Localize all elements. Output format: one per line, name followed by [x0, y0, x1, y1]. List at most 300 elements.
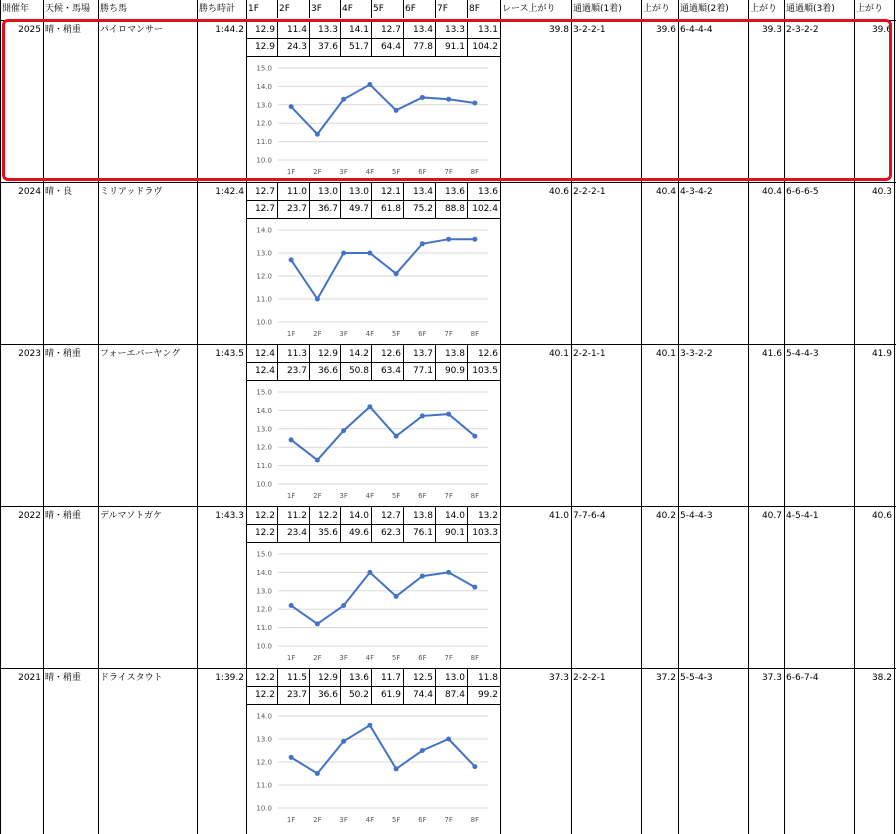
column-divider	[309, 20, 310, 56]
chart-data-point	[394, 434, 399, 439]
race-time[interactable]: 1:43.5	[215, 349, 244, 359]
lap-time-cell[interactable]: 12.9	[317, 673, 338, 683]
header-furlong-5F[interactable]: 5F	[371, 0, 403, 18]
cumulative-time-cell[interactable]: 87.4	[444, 690, 465, 700]
race-last-3f[interactable]: 40.1	[548, 349, 569, 359]
lap-time-cell[interactable]: 11.7	[380, 673, 401, 683]
lap-time-cell[interactable]: 12.2	[254, 511, 275, 521]
last-3f-1st[interactable]: 40.2	[655, 511, 676, 521]
header-last2[interactable]: 上がり	[748, 0, 784, 18]
chart-x-tick-label: 5F	[391, 816, 401, 824]
chart-data-point	[472, 237, 477, 242]
lap-time-cell[interactable]: 12.9	[317, 349, 338, 359]
race-weather[interactable]: 晴・良	[45, 187, 73, 197]
chart-y-tick-label: 14.0	[256, 226, 272, 235]
column-divider	[371, 20, 372, 56]
race-last-3f[interactable]: 40.6	[548, 187, 569, 197]
last-3f-1st[interactable]: 39.6	[655, 25, 676, 35]
header-last3[interactable]: 上がり	[854, 0, 894, 18]
chart-data-point	[394, 108, 399, 113]
passing-order-3rd[interactable]: 6-6-7-4	[786, 673, 819, 683]
chart-y-tick-label: 13.0	[256, 249, 272, 258]
last-3f-2nd[interactable]: 39.3	[761, 25, 782, 35]
chart-y-tick-label: 13.0	[256, 587, 272, 596]
chart-data-point	[289, 755, 294, 760]
race-time[interactable]: 1:39.2	[215, 673, 244, 683]
cumulative-time-cell[interactable]: 104.2	[472, 42, 498, 52]
column-divider	[340, 668, 341, 704]
race-weather[interactable]: 晴・稍重	[45, 25, 82, 35]
lap-time-cell[interactable]: 14.2	[348, 349, 369, 359]
race-year[interactable]: 2023	[18, 349, 41, 359]
cumulative-time-cell[interactable]: 61.8	[380, 204, 401, 214]
chart-data-point	[367, 570, 372, 575]
chart-data-point	[446, 412, 451, 417]
cumulative-time-cell[interactable]: 103.5	[472, 366, 498, 376]
header-furlong-8F[interactable]: 8F	[467, 0, 500, 18]
cumulative-time-cell[interactable]: 99.2	[477, 690, 498, 700]
chart-data-point	[341, 428, 346, 433]
last-3f-1st[interactable]: 40.1	[655, 349, 676, 359]
last-3f-2nd[interactable]: 40.4	[761, 187, 782, 197]
chart-series-line	[291, 725, 475, 773]
column-divider	[371, 344, 372, 380]
header-furlong-3F[interactable]: 3F	[309, 0, 340, 18]
passing-order-3rd[interactable]: 2-3-2-2	[786, 25, 819, 35]
passing-order-1st[interactable]: 7-7-6-4	[573, 511, 606, 521]
race-winner[interactable]: デルマソトガケ	[100, 511, 163, 521]
chart-y-tick-label: 13.0	[256, 735, 272, 744]
lap-time-cell[interactable]: 12.6	[477, 349, 498, 359]
column-divider	[467, 20, 468, 56]
cumulative-time-cell[interactable]: 103.3	[472, 528, 498, 538]
last-3f-1st[interactable]: 37.2	[655, 673, 676, 683]
lap-time-cell[interactable]: 13.4	[412, 25, 433, 35]
race-block-top-border	[0, 182, 896, 183]
cumulative-time-cell[interactable]: 75.2	[412, 204, 433, 214]
column-divider	[371, 506, 372, 542]
column-divider	[277, 182, 278, 218]
race-winner[interactable]: ドライスタウト	[100, 673, 163, 683]
column-divider	[371, 668, 372, 704]
header-order3[interactable]: 通過順(3着)	[784, 0, 854, 18]
chart-x-tick-label: 5F	[391, 654, 401, 662]
chart-series-line	[291, 572, 475, 624]
cumulative-time-cell[interactable]: 62.3	[380, 528, 401, 538]
column-divider	[403, 0, 404, 18]
chart-data-point	[472, 764, 477, 769]
column-divider	[371, 0, 372, 18]
column-divider	[854, 0, 855, 834]
column-divider	[340, 182, 341, 218]
row-divider	[246, 38, 500, 39]
cumulative-time-cell[interactable]: 77.1	[412, 366, 433, 376]
cumulative-time-cell[interactable]: 77.8	[412, 42, 433, 52]
chart-data-point	[446, 570, 451, 575]
lap-time-cell[interactable]: 13.8	[444, 349, 465, 359]
lap-time-cell[interactable]: 12.1	[380, 187, 401, 197]
column-divider	[403, 344, 404, 380]
column-divider	[277, 20, 278, 56]
passing-order-1st[interactable]: 2-2-2-1	[573, 673, 606, 683]
row-divider	[246, 524, 500, 525]
lap-time-cell[interactable]: 12.2	[317, 511, 338, 521]
column-divider	[277, 668, 278, 704]
cumulative-time-cell[interactable]: 35.6	[317, 528, 338, 538]
cumulative-time-cell[interactable]: 91.1	[444, 42, 465, 52]
last-3f-3rd[interactable]: 40.6	[871, 511, 892, 521]
header-year[interactable]: 開催年	[0, 0, 43, 18]
cumulative-time-cell[interactable]: 36.7	[317, 204, 338, 214]
race-last-3f[interactable]: 37.3	[548, 673, 569, 683]
passing-order-3rd[interactable]: 5-4-4-3	[786, 349, 819, 359]
race-block-top-border	[0, 20, 896, 21]
cumulative-time-cell[interactable]: 12.2	[254, 690, 275, 700]
cumulative-time-cell[interactable]: 12.9	[254, 42, 275, 52]
lap-time-chart[interactable]	[248, 706, 498, 830]
chart-y-tick-label: 12.0	[256, 758, 272, 767]
chart-x-tick-label: 5F	[391, 330, 401, 338]
chart-data-point	[315, 297, 320, 302]
column-divider	[435, 668, 436, 704]
race-weather[interactable]: 晴・稍重	[45, 673, 82, 683]
race-year[interactable]: 2024	[18, 187, 41, 197]
last-3f-2nd[interactable]: 37.3	[761, 673, 782, 683]
chart-x-tick-label: 6F	[418, 654, 427, 662]
last-3f-2nd[interactable]: 41.6	[761, 349, 782, 359]
cumulative-time-cell[interactable]: 49.7	[348, 204, 369, 214]
passing-order-3rd[interactable]: 6-6-6-5	[786, 187, 819, 197]
cumulative-time-cell[interactable]: 12.7	[254, 204, 275, 214]
lap-time-chart[interactable]	[248, 544, 498, 668]
cumulative-time-cell[interactable]: 12.2	[254, 528, 275, 538]
cumulative-time-cell[interactable]: 36.6	[317, 366, 338, 376]
lap-time-cell[interactable]: 11.3	[286, 349, 307, 359]
lap-time-chart[interactable]	[248, 382, 498, 506]
last-3f-3rd[interactable]: 40.3	[871, 187, 892, 197]
column-divider	[435, 20, 436, 56]
column-divider	[435, 182, 436, 218]
chart-data-point	[367, 723, 372, 728]
chart-x-tick-label: 8F	[470, 816, 480, 824]
passing-order-2nd[interactable]: 5-5-4-3	[680, 673, 713, 683]
header-furlong-6F[interactable]: 6F	[403, 0, 435, 18]
race-block-top-border	[0, 344, 896, 345]
race-winner[interactable]: ミリアッドラヴ	[100, 187, 163, 197]
column-divider	[467, 506, 468, 542]
race-last-3f[interactable]: 41.0	[548, 511, 569, 521]
lap-time-cell[interactable]: 12.6	[380, 349, 401, 359]
chart-data-point	[446, 97, 451, 102]
header-furlong-2F[interactable]: 2F	[277, 0, 309, 18]
race-year[interactable]: 2021	[18, 673, 41, 683]
chart-x-tick-label: 5F	[391, 168, 401, 176]
lap-time-cell[interactable]: 12.7	[380, 25, 401, 35]
column-divider	[894, 0, 895, 834]
lap-time-cell[interactable]: 14.0	[348, 511, 369, 521]
column-divider	[340, 344, 341, 380]
column-divider	[467, 344, 468, 380]
column-divider	[43, 0, 44, 834]
passing-order-3rd[interactable]: 4-5-4-1	[786, 511, 819, 521]
passing-order-1st[interactable]: 3-2-2-1	[573, 25, 606, 35]
cumulative-time-cell[interactable]: 90.1	[444, 528, 465, 538]
cumulative-time-cell[interactable]: 23.7	[286, 366, 307, 376]
header-furlong-1F[interactable]: 1F	[246, 0, 277, 18]
chart-y-tick-label: 13.0	[256, 101, 272, 110]
cumulative-time-cell[interactable]: 12.4	[254, 366, 275, 376]
race-year[interactable]: 2022	[18, 511, 41, 521]
cumulative-time-cell[interactable]: 36.6	[317, 690, 338, 700]
column-divider	[571, 0, 572, 834]
cumulative-time-cell[interactable]: 51.7	[348, 42, 369, 52]
cumulative-time-cell[interactable]: 23.7	[286, 690, 307, 700]
column-divider	[500, 0, 501, 834]
lap-time-cell[interactable]: 13.0	[348, 187, 369, 197]
column-divider	[277, 344, 278, 380]
header-order2[interactable]: 通過順(2着)	[678, 0, 748, 18]
cumulative-time-cell[interactable]: 61.9	[380, 690, 401, 700]
last-3f-3rd[interactable]: 41.9	[871, 349, 892, 359]
lap-time-cell[interactable]: 12.4	[254, 349, 275, 359]
lap-time-cell[interactable]: 13.1	[477, 25, 498, 35]
chart-data-point	[394, 766, 399, 771]
last-3f-3rd[interactable]: 38.2	[871, 673, 892, 683]
column-divider	[309, 506, 310, 542]
lap-time-cell[interactable]: 11.0	[286, 187, 307, 197]
lap-time-cell[interactable]: 12.5	[412, 673, 433, 683]
chart-data-point	[472, 100, 477, 105]
cumulative-time-cell[interactable]: 90.9	[444, 366, 465, 376]
race-block-top-border	[0, 668, 896, 669]
cumulative-time-cell[interactable]: 63.4	[380, 366, 401, 376]
race-last-3f[interactable]: 39.8	[548, 25, 569, 35]
race-time[interactable]: 1:43.3	[215, 511, 244, 521]
header-order1[interactable]: 通過順(1着)	[571, 0, 641, 18]
last-3f-1st[interactable]: 40.4	[655, 187, 676, 197]
last-3f-2nd[interactable]: 40.7	[761, 511, 782, 521]
passing-order-2nd[interactable]: 6-4-4-4	[680, 25, 713, 35]
chart-data-point	[289, 437, 294, 442]
chart-x-tick-label: 2F	[313, 330, 322, 338]
column-divider	[467, 668, 468, 704]
passing-order-2nd[interactable]: 3-3-2-2	[680, 349, 713, 359]
chart-y-tick-label: 10.0	[256, 318, 272, 327]
column-divider	[403, 668, 404, 704]
chart-x-tick-label: 7F	[444, 330, 453, 338]
race-weather[interactable]: 晴・稍重	[45, 511, 82, 521]
chart-x-tick-label: 8F	[470, 492, 480, 500]
chart-y-tick-label: 12.0	[256, 272, 272, 281]
column-divider	[371, 182, 372, 218]
cumulative-time-cell[interactable]: 49.6	[348, 528, 369, 538]
chart-y-tick-label: 11.0	[256, 462, 272, 471]
header-furlong-4F[interactable]: 4F	[340, 0, 371, 18]
column-divider	[246, 0, 247, 834]
cumulative-time-cell[interactable]: 64.4	[380, 42, 401, 52]
cumulative-time-cell[interactable]: 88.8	[444, 204, 465, 214]
lap-time-cell[interactable]: 11.5	[286, 673, 307, 683]
chart-y-tick-label: 14.0	[256, 82, 272, 91]
chart-x-tick-label: 4F	[365, 168, 375, 176]
race-time[interactable]: 1:42.4	[215, 187, 244, 197]
chart-y-tick-label: 11.0	[256, 781, 272, 790]
race-time[interactable]: 1:44.2	[215, 25, 244, 35]
lap-time-cell[interactable]: 13.0	[444, 673, 465, 683]
header-furlong-7F[interactable]: 7F	[435, 0, 467, 18]
row-divider	[246, 686, 500, 687]
chart-data-point	[420, 748, 425, 753]
chart-x-tick-label: 2F	[313, 654, 322, 662]
chart-x-tick-label: 4F	[365, 654, 375, 662]
passing-order-2nd[interactable]: 5-4-4-3	[680, 511, 713, 521]
lap-time-cell[interactable]: 13.8	[412, 511, 433, 521]
last-3f-3rd[interactable]: 39.6	[871, 25, 892, 35]
cumulative-time-cell[interactable]: 76.1	[412, 528, 433, 538]
chart-y-tick-label: 10.0	[256, 642, 272, 651]
column-divider	[403, 506, 404, 542]
row-divider	[246, 380, 500, 381]
chart-x-tick-label: 1F	[286, 492, 296, 500]
chart-data-point	[472, 585, 477, 590]
lap-time-cell[interactable]: 12.2	[254, 673, 275, 683]
chart-y-tick-label: 12.0	[256, 119, 272, 128]
cumulative-time-cell[interactable]: 23.4	[286, 528, 307, 538]
header-race-last[interactable]: レース上がり	[500, 0, 571, 18]
column-divider	[467, 0, 468, 18]
chart-x-tick-label: 3F	[339, 816, 348, 824]
chart-y-tick-label: 15.0	[256, 64, 272, 73]
chart-data-point	[315, 771, 320, 776]
chart-x-tick-label: 6F	[418, 168, 427, 176]
lap-time-cell[interactable]: 13.4	[412, 187, 433, 197]
chart-y-tick-label: 14.0	[256, 406, 272, 415]
chart-x-tick-label: 7F	[444, 654, 453, 662]
chart-data-point	[367, 404, 372, 409]
passing-order-2nd[interactable]: 4-3-4-2	[680, 187, 713, 197]
lap-time-cell[interactable]: 13.3	[317, 25, 338, 35]
chart-x-tick-label: 3F	[339, 492, 348, 500]
cumulative-time-cell[interactable]: 24.3	[286, 42, 307, 52]
race-block-top-border	[0, 506, 896, 507]
cumulative-time-cell[interactable]: 23.7	[286, 204, 307, 214]
chart-data-point	[341, 97, 346, 102]
chart-series-line	[291, 239, 475, 299]
column-divider	[748, 0, 749, 834]
column-divider	[678, 0, 679, 834]
header-last1[interactable]: 上がり	[641, 0, 678, 18]
row-divider	[246, 704, 500, 705]
column-divider	[277, 506, 278, 542]
chart-data-point	[341, 603, 346, 608]
lap-time-cell[interactable]: 13.6	[444, 187, 465, 197]
lap-time-cell[interactable]: 12.9	[254, 25, 275, 35]
chart-x-tick-label: 8F	[470, 654, 480, 662]
chart-data-point	[420, 574, 425, 579]
chart-x-tick-label: 6F	[418, 492, 427, 500]
cumulative-time-cell[interactable]: 102.4	[472, 204, 498, 214]
chart-y-tick-label: 10.0	[256, 156, 272, 165]
lap-time-cell[interactable]: 14.0	[444, 511, 465, 521]
header-weather[interactable]: 天候・馬場	[43, 0, 98, 18]
lap-time-cell[interactable]: 13.6	[348, 673, 369, 683]
lap-time-chart[interactable]	[248, 220, 498, 344]
passing-order-1st[interactable]: 2-2-2-1	[573, 187, 606, 197]
lap-time-cell[interactable]: 11.2	[286, 511, 307, 521]
race-year[interactable]: 2025	[18, 25, 41, 35]
cumulative-time-cell[interactable]: 74.4	[412, 690, 433, 700]
lap-time-cell[interactable]: 11.4	[286, 25, 307, 35]
chart-data-point	[446, 237, 451, 242]
cumulative-time-cell[interactable]: 37.6	[317, 42, 338, 52]
chart-x-tick-label: 6F	[418, 330, 427, 338]
chart-y-tick-label: 14.0	[256, 568, 272, 577]
lap-time-cell[interactable]: 12.7	[380, 511, 401, 521]
column-divider	[340, 20, 341, 56]
chart-y-tick-label: 14.0	[256, 712, 272, 721]
lap-time-cell[interactable]: 13.3	[444, 25, 465, 35]
lap-time-cell[interactable]: 13.2	[477, 511, 498, 521]
chart-data-point	[315, 621, 320, 626]
cumulative-time-cell[interactable]: 50.2	[348, 690, 369, 700]
chart-data-point	[420, 241, 425, 246]
column-divider	[309, 344, 310, 380]
lap-time-cell[interactable]: 12.7	[254, 187, 275, 197]
row-divider	[246, 218, 500, 219]
row-divider	[246, 200, 500, 201]
column-divider	[435, 506, 436, 542]
chart-x-tick-label: 3F	[339, 654, 348, 662]
column-divider	[0, 0, 1, 834]
chart-y-tick-label: 13.0	[256, 425, 272, 434]
chart-x-tick-label: 4F	[365, 816, 375, 824]
chart-x-tick-label: 5F	[391, 492, 401, 500]
race-winner[interactable]: パイロマンサー	[100, 25, 164, 35]
chart-x-tick-label: 6F	[418, 816, 427, 824]
chart-y-tick-label: 11.0	[256, 138, 272, 147]
race-weather[interactable]: 晴・稍重	[45, 349, 82, 359]
chart-x-tick-label: 3F	[339, 168, 348, 176]
column-divider	[403, 182, 404, 218]
column-divider	[98, 0, 99, 834]
column-divider	[197, 0, 198, 834]
lap-time-chart[interactable]	[248, 58, 498, 182]
chart-data-point	[420, 95, 425, 100]
column-divider	[309, 182, 310, 218]
lap-time-cell[interactable]: 11.8	[477, 673, 498, 683]
lap-time-cell[interactable]: 14.1	[348, 25, 369, 35]
column-divider	[277, 0, 278, 18]
passing-order-1st[interactable]: 2-2-1-1	[573, 349, 606, 359]
chart-data-point	[367, 251, 372, 256]
column-divider	[435, 0, 436, 18]
lap-time-cell[interactable]: 13.7	[412, 349, 433, 359]
chart-x-tick-label: 8F	[470, 168, 480, 176]
column-divider	[309, 0, 310, 18]
chart-x-tick-label: 4F	[365, 492, 375, 500]
chart-data-point	[289, 104, 294, 109]
lap-time-cell[interactable]: 13.0	[317, 187, 338, 197]
header-time[interactable]: 勝ち時計	[197, 0, 246, 18]
chart-y-tick-label: 10.0	[256, 480, 272, 489]
header-winner[interactable]: 勝ち馬	[98, 0, 197, 18]
column-divider	[784, 0, 785, 834]
chart-data-point	[394, 594, 399, 599]
column-divider	[467, 182, 468, 218]
cumulative-time-cell[interactable]: 50.8	[348, 366, 369, 376]
race-winner[interactable]: フォーエバーヤング	[100, 349, 181, 359]
lap-time-cell[interactable]: 13.6	[477, 187, 498, 197]
